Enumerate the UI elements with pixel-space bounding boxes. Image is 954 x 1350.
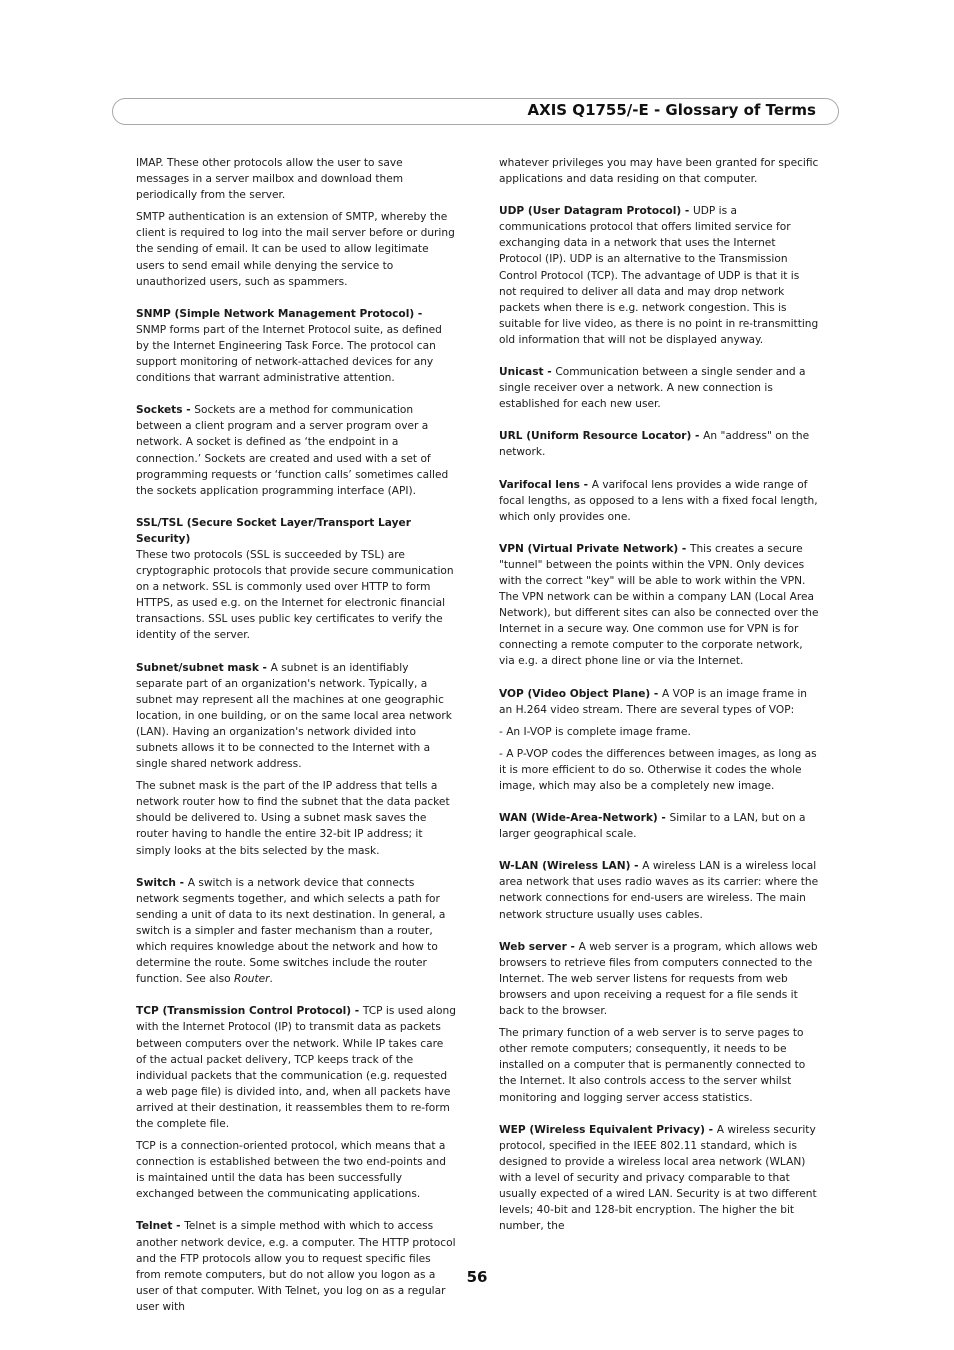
glossary-text: A subnet is an identifiably separate part of an organization's network. Typically, a subnet may represent all the machines at one geographic location, in one building, or on the same local area network (LAN). Having an organization's network divided into subnets allows it to be connected to the Internet with a single shared network address. [136,661,452,771]
glossary-entry [499,364,819,412]
glossary-text: A switch is a network device that connects network segments together, and which selects a path for sending a unit of data to its next destination. In general, a switch is a simpler and faster mechanism than a router, which requires knowledge about the network and how to determine the route. Some switches include the router function. See also [136,876,446,986]
header-bar [112,98,839,125]
left-column [136,155,456,1321]
glossary-term: URL (Uniform Resource Locator) - [499,430,704,443]
glossary-text: These two protocols (SSL is succeeded by TSL) are cryptographic protocols that provide secure communication on a network. SSL is commonly used over HTTP to form HTTPS, as used e.g. on the Internet for electronic financial transactions. SSL uses public key certificates to verify the identity of the server. [136,548,454,642]
glossary-entry [499,428,819,460]
glossary-entry [499,746,819,794]
glossary-text: whatever privileges you may have been granted for specific applications and data residing on that computer. [499,157,819,186]
glossary-term: Subnet/subnet mask - [136,661,271,674]
glossary-entry [136,1003,456,1132]
glossary-entry [499,541,819,670]
glossary-entry [136,209,456,289]
glossary-entry [499,1025,819,1105]
glossary-entry [136,155,456,203]
glossary-text: TCP is used along with the Internet Protocol (IP) to transmit data as packets between computers over the network. While IP takes care of the actual packet delivery, TCP keeps track of the individual packets that the communication (e.g. requested a web page file) is divided into, and, when all packets have arrived at their destination, it reassembles them to re-form the complete file. [136,1005,456,1130]
glossary-text: - A P-VOP codes the differences between images, as long as it is more efficient to do so. Otherwise it codes the whole image, which may also be a completely new image. [499,747,817,792]
glossary-entry [499,858,819,922]
glossary-term: Unicast - [499,366,556,379]
glossary-term: WEP (Wireless Equivalent Privacy) - [499,1123,717,1136]
glossary-text: SNMP forms part of the Internet Protocol suite, as defined by the Internet Engineering Task Force. The protocol can support monitoring of network-attached devices for any conditions that warrant administrative attention. [136,323,442,385]
glossary-term: Web server - [499,940,579,953]
glossary-text: A wireless security protocol, specified in the IEEE 802.11 standard, which is designed to provide a wireless local area network (WLAN) with a level of security and privacy comparable to that usually expected of a wired LAN. Security is at two different levels; 40-bit and 128-bit encryption. The higher the bit number, the [499,1123,817,1233]
glossary-text: UDP is a communications protocol that offers limited service for exchanging data in a network that uses the Internet Protocol (IP). UDP is an alternative to the Transmission Control Protocol (TCP). The advantage of UDP is that it is not required to deliver all data and may drop network packets when there is e.g. network congestion. This is suitable for live video, as there is no point in re-transmitting old information that will not be displayed anyway. [499,205,819,346]
glossary-entry [136,660,456,773]
glossary-entry [499,203,819,348]
glossary-text: Similar to a LAN, but on a larger geographical scale. [499,812,806,841]
glossary-text: TCP is a connection-oriented protocol, which means that a connection is established between the two end-points and is maintained until the data has been successfully exchanged between the communicating applications. [136,1140,446,1201]
glossary-term: TCP (Transmission Control Protocol) - [136,1005,363,1018]
glossary-entry [136,402,456,499]
glossary-entry [499,477,819,525]
glossary-text: Sockets are a method for communication between a client program and a server program over a network. A socket is defined as ‘the endpoint in a connection.’ Sockets are created and used with a set of programming requests or ‘function calls’ sometimes called the sockets application programming interface (API). [136,404,449,497]
glossary-term: VOP (Video Object Plane) - [499,687,663,700]
glossary-entry [499,155,819,187]
glossary-entry [136,875,456,988]
glossary-text: Telnet is a simple method with which to access another network device, e.g. a computer. The HTTP protocol and the FTP protocols allow you to request specific files from remote computers, but do not allow you logon as a user of that computer. With Telnet, you log on as a regular user with [136,1220,456,1313]
glossary-entry [136,306,456,386]
glossary-term: Telnet - [136,1220,185,1233]
glossary-term: VPN (Virtual Private Network) - [499,542,690,555]
glossary-text: A wireless LAN is a wireless local area network that uses radio waves as its carrier: where the network connections for end-users are wireless. The main network structure usually uses cables. [499,860,819,921]
glossary-text: - An I-VOP is complete image frame. [499,725,691,738]
glossary-entry [499,1122,819,1235]
glossary-text: A varifocal lens provides a wide range of focal lengths, as opposed to a lens with a fixed focal length, which only provides one. [499,478,818,523]
glossary-entry [499,724,819,740]
glossary-text: This creates a secure "tunnel" between the points within the VPN. Only devices with the correct "key" will be able to work within the VPN. The VPN network can be within a company LAN (Local Area Network), but different sites can also be connected over the Internet in a secure way. One common use for VPN is for connecting a remote computer to the corporate network, via e.g. a direct phone line or via the Internet. [499,542,819,668]
glossary-entry [499,810,819,842]
glossary-term: Varifocal lens - [499,478,592,491]
glossary-text: Communication between a single sender and a single receiver over a network. A new connection is established for each new user. [499,366,806,411]
glossary-text: SMTP authentication is an extension of SMTP, whereby the client is required to log into the mail server before or during the sending of email. It can be used to allow legitimate users to send email while denying the service to unauthorized users, such as spammers. [136,211,455,288]
glossary-term: W-LAN (Wireless LAN) - [499,860,643,873]
glossary-term: SSL/TSL (Secure Socket Layer/Transport Layer Security) [136,516,411,545]
glossary-text: An "address" on the network. [499,430,810,459]
glossary-text: A web server is a program, which allows web browsers to retrieve files from computers connected to the Internet. The web server listens for requests from web browsers and upon receiving a request for a file sends it back to the browser. [499,940,818,1018]
glossary-term: Switch - [136,876,188,889]
glossary-term: UDP (User Datagram Protocol) - [499,205,693,218]
glossary-term: WAN (Wide-Area-Network) - [499,812,670,825]
glossary-entry [499,939,819,1019]
glossary-entry [499,686,819,718]
page-number: 56 [466,1268,488,1286]
glossary-text: A VOP is an image frame in an H.264 video stream. There are several types of VOP: [499,687,807,716]
cross-reference: Router [233,973,270,986]
glossary-text: The subnet mask is the part of the IP address that tells a network router how to find the subnet that the data packet should be delivered to. Using a subnet mask saves the router having to handle the entire 32-bit IP address; it simply looks at the bits selected by the mask. [136,780,450,857]
glossary-entry [136,515,456,644]
glossary-text: IMAP. These other protocols allow the user to save messages in a server mailbox and download them periodically from the server. [136,157,404,202]
right-column [499,155,819,1240]
glossary-term: Sockets - [136,404,195,417]
glossary-entry [136,1138,456,1202]
glossary-text-tail: . [269,973,273,986]
glossary-term: SNMP (Simple Network Management Protocol) - [136,307,423,320]
glossary-entry [136,1218,456,1315]
page-title: AXIS Q1755/-E - Glossary of Terms [527,101,816,119]
glossary-text: The primary function of a web server is to serve pages to other remote computers; consequently, it needs to be installed on a computer that is permanently connected to the Internet. It also controls access to the server whilst monitoring and logging server access statistics. [499,1027,806,1104]
glossary-entry [136,778,456,858]
